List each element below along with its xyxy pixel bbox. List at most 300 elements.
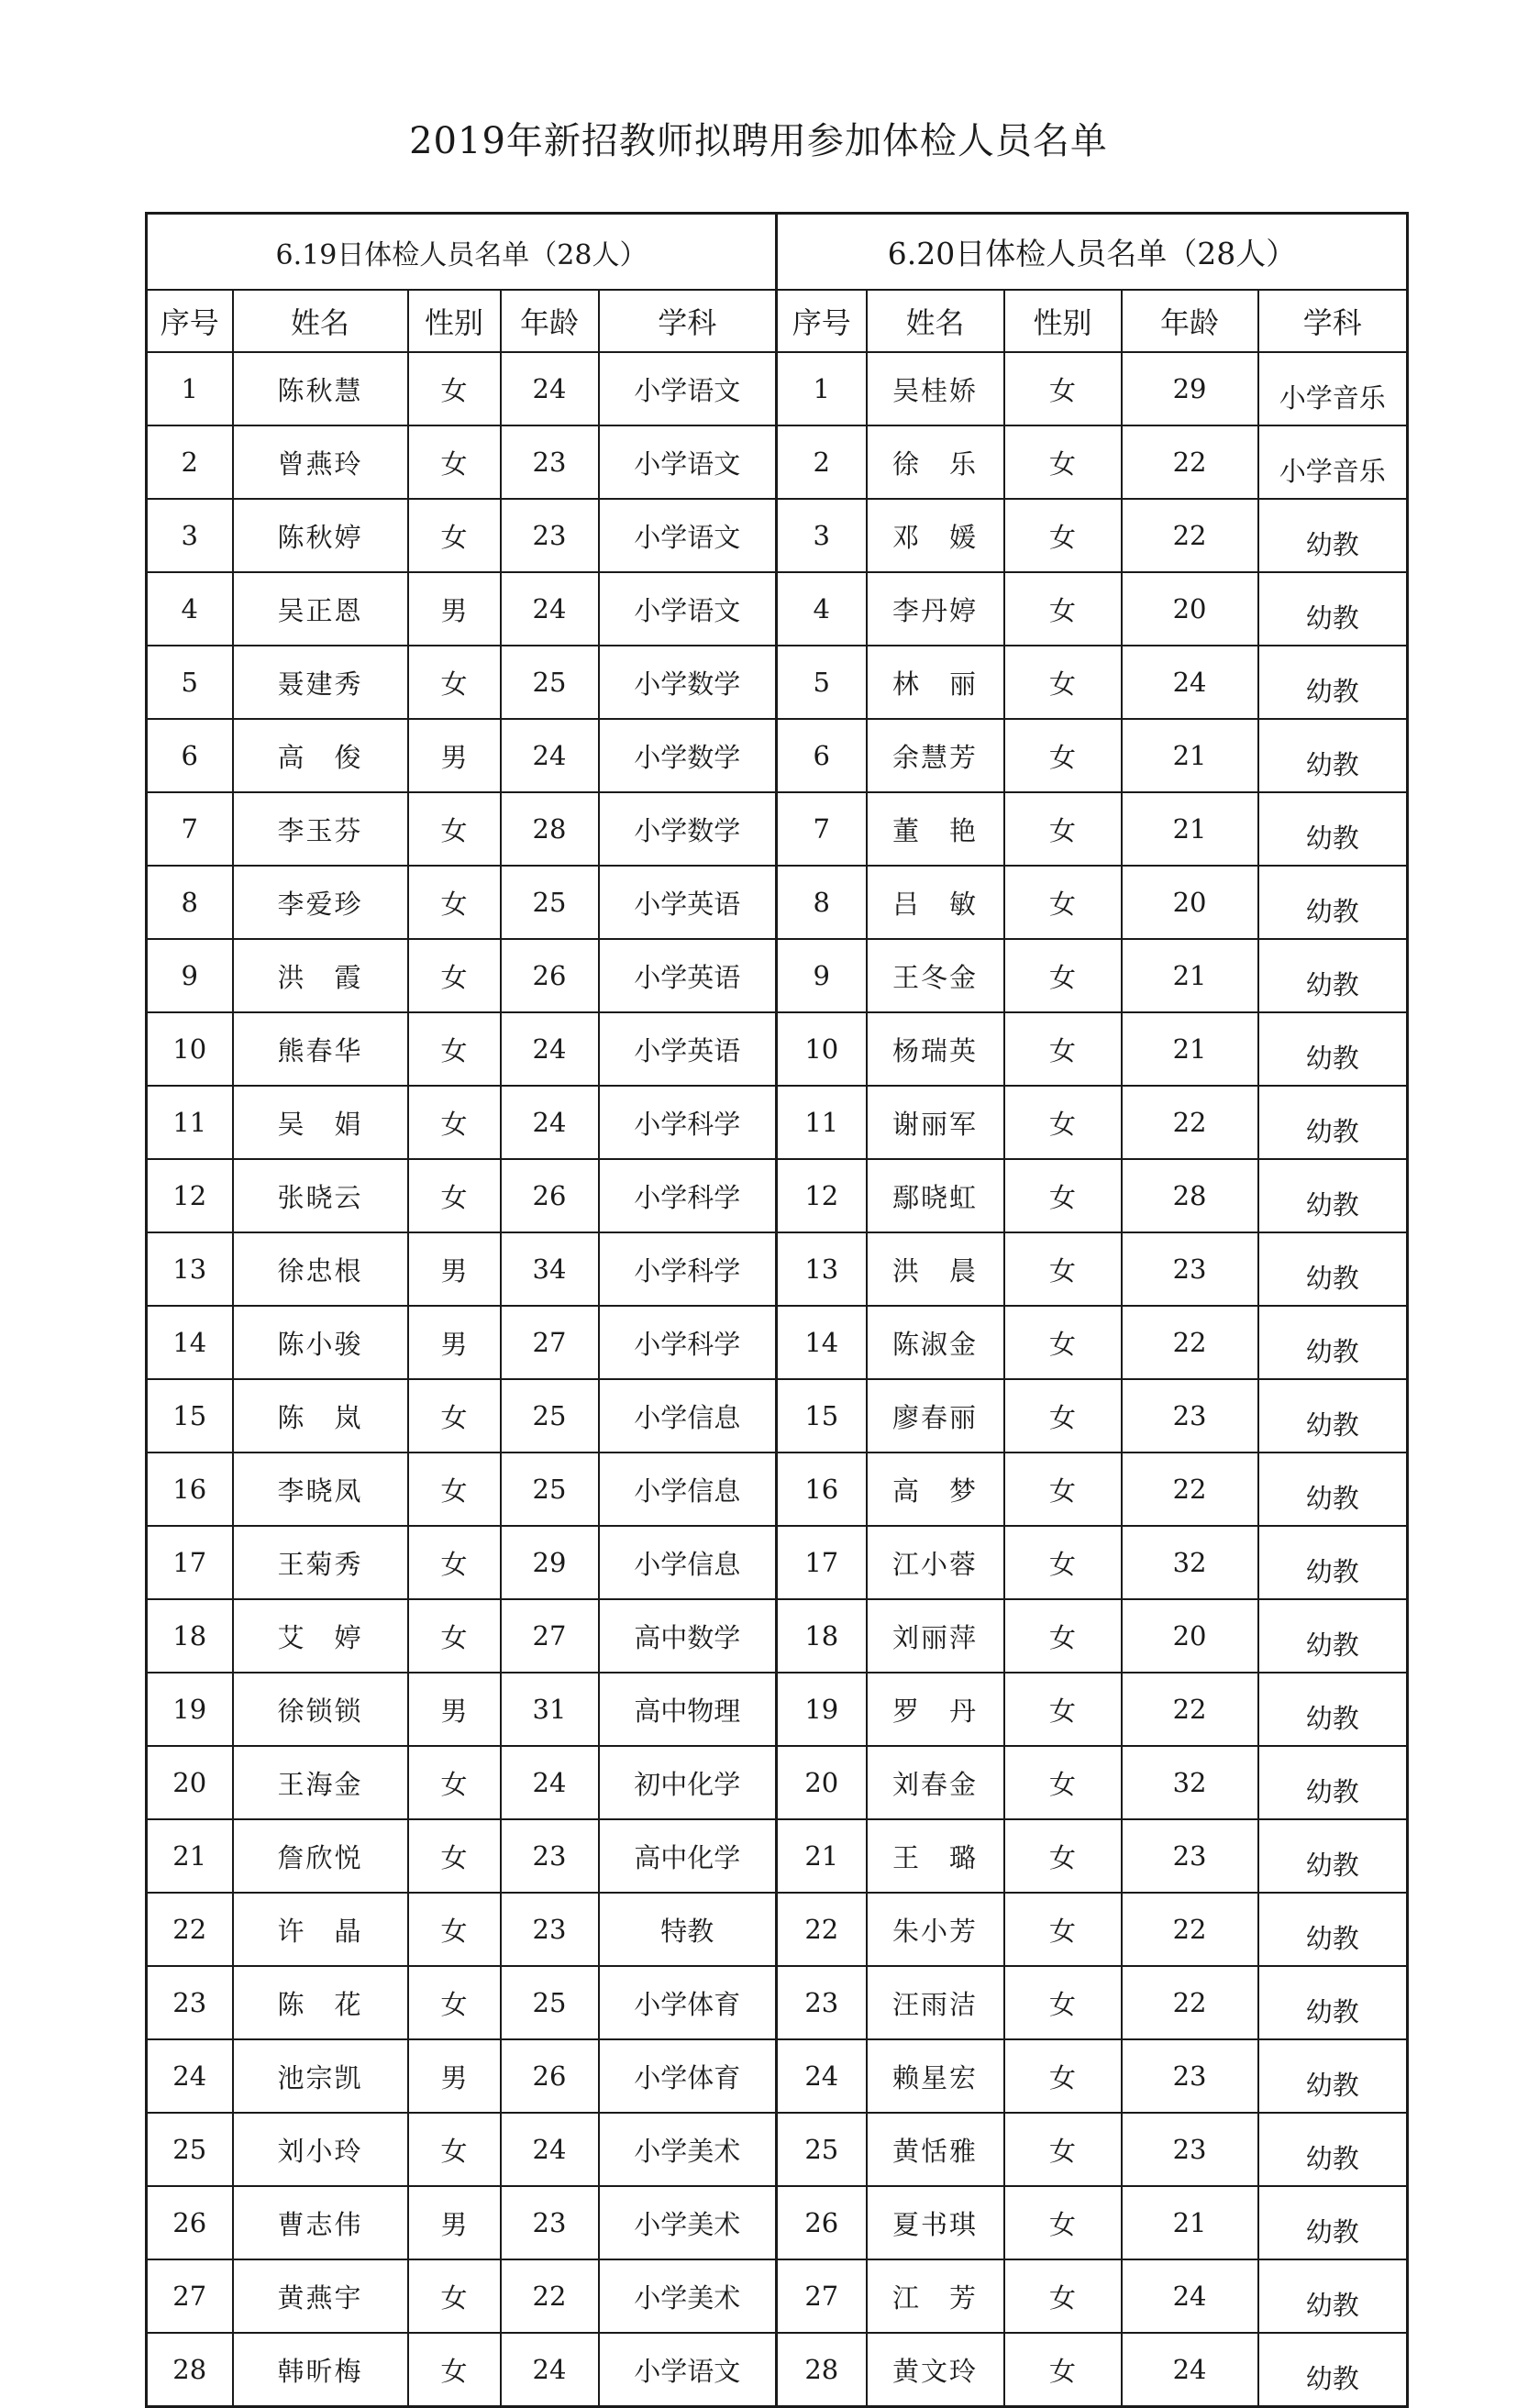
age-cell: 24 [501,1012,599,1086]
subject-cell: 初中化学 [599,1746,777,1819]
age-cell: 21 [1122,2186,1258,2259]
person-name: 杨瑞英 [867,1012,1004,1086]
gender-cell: 女 [1004,2039,1122,2113]
row-number: 19 [777,1673,867,1746]
person-name: 徐 乐 [867,425,1004,499]
gender-cell: 男 [408,572,501,646]
person-name: 徐忠根 [233,1232,408,1306]
table-row [147,2333,1408,2407]
row-number: 12 [777,1159,867,1232]
age-cell: 24 [501,572,599,646]
person-name: 曹志伟 [233,2186,408,2259]
row-number: 21 [147,1819,233,1893]
gender-cell: 女 [1004,572,1122,646]
person-name: 王菊秀 [233,1526,408,1599]
age-cell: 27 [501,1306,599,1379]
column-header: 学科 [599,290,777,352]
subject-cell: 小学信息 [599,1379,777,1453]
row-number: 1 [147,352,233,425]
row-number: 11 [777,1086,867,1159]
age-cell: 22 [501,2259,599,2333]
table-row [147,1599,1408,1673]
subject-cell: 小学美术 [599,2259,777,2333]
age-cell: 28 [501,792,599,866]
age-cell: 22 [1122,1673,1258,1746]
age-cell: 23 [1122,1232,1258,1306]
person-name: 李爱珍 [233,866,408,939]
gender-cell: 女 [1004,2186,1122,2259]
gender-cell: 女 [1004,1012,1122,1086]
table-row [147,1819,1408,1893]
subject-cell: 小学数学 [599,646,777,719]
age-cell: 31 [501,1673,599,1746]
age-cell: 28 [1122,1159,1258,1232]
row-number: 16 [147,1453,233,1526]
gender-cell: 女 [1004,1893,1122,1966]
gender-cell: 男 [408,719,501,792]
table-row [147,499,1408,572]
row-number: 25 [777,2113,867,2186]
row-number: 28 [777,2333,867,2407]
age-cell: 26 [501,939,599,1012]
subject-cell: 小学信息 [599,1526,777,1599]
age-cell: 24 [501,719,599,792]
roster-body [147,352,1408,2407]
gender-cell: 女 [408,939,501,1012]
person-name: 江小蓉 [867,1526,1004,1599]
person-name: 高 俊 [233,719,408,792]
subject-cell: 高中数学 [599,1599,777,1673]
person-name: 吴 娟 [233,1086,408,1159]
person-name: 许 晶 [233,1893,408,1966]
person-name: 刘小玲 [233,2113,408,2186]
table-row [147,1086,1408,1159]
age-cell: 20 [1122,1599,1258,1673]
gender-cell: 女 [408,2333,501,2407]
gender-cell: 女 [1004,866,1122,939]
age-cell: 23 [1122,1379,1258,1453]
row-number: 14 [777,1306,867,1379]
row-number: 5 [777,646,867,719]
age-cell: 25 [501,866,599,939]
gender-cell: 女 [408,1159,501,1232]
subject-cell: 幼教 [1258,1086,1408,1159]
gender-cell: 女 [408,1379,501,1453]
age-cell: 34 [501,1232,599,1306]
table-row [147,352,1408,425]
column-header: 序号 [777,290,867,352]
gender-cell: 女 [408,425,501,499]
row-number: 6 [777,719,867,792]
subject-cell: 幼教 [1258,2333,1408,2407]
row-number: 15 [777,1379,867,1453]
person-name: 李晓凤 [233,1453,408,1526]
table-row [147,1526,1408,1599]
person-name: 陈小骏 [233,1306,408,1379]
subject-cell: 幼教 [1258,1966,1408,2039]
subject-cell: 幼教 [1258,1746,1408,1819]
table-row [147,2113,1408,2186]
group-heading-0619: 6.19日体检人员名单（28人） [147,214,777,291]
subject-cell: 幼教 [1258,1232,1408,1306]
person-name: 曾燕玲 [233,425,408,499]
subject-cell: 幼教 [1258,2113,1408,2186]
column-header: 姓名 [867,290,1004,352]
age-cell: 20 [1122,866,1258,939]
age-cell: 24 [501,352,599,425]
gender-cell: 女 [1004,1966,1122,2039]
person-name: 夏书琪 [867,2186,1004,2259]
subject-cell: 幼教 [1258,719,1408,792]
gender-cell: 女 [1004,792,1122,866]
gender-cell: 女 [1004,1526,1122,1599]
subject-cell: 小学英语 [599,866,777,939]
person-name: 吴桂娇 [867,352,1004,425]
age-cell: 22 [1122,1306,1258,1379]
gender-cell: 男 [408,2039,501,2113]
age-cell: 22 [1122,425,1258,499]
age-cell: 23 [501,1893,599,1966]
person-name: 罗 丹 [867,1673,1004,1746]
table-row [147,1159,1408,1232]
column-header: 性别 [1004,290,1122,352]
row-number: 26 [147,2186,233,2259]
gender-cell: 女 [408,646,501,719]
person-name: 黄燕宇 [233,2259,408,2333]
row-number: 7 [777,792,867,866]
gender-cell: 女 [1004,2113,1122,2186]
gender-cell: 女 [1004,2333,1122,2407]
table-row [147,425,1408,499]
row-number: 11 [147,1086,233,1159]
person-name: 洪 晨 [867,1232,1004,1306]
age-cell: 26 [501,2039,599,2113]
subject-cell: 幼教 [1258,1526,1408,1599]
gender-cell: 女 [1004,1159,1122,1232]
subject-cell: 幼教 [1258,572,1408,646]
row-number: 3 [777,499,867,572]
column-header: 学科 [1258,290,1408,352]
gender-cell: 男 [408,1673,501,1746]
subject-cell: 小学英语 [599,1012,777,1086]
subject-cell: 小学体育 [599,1966,777,2039]
row-number: 3 [147,499,233,572]
subject-cell: 小学科学 [599,1306,777,1379]
row-number: 13 [777,1232,867,1306]
gender-cell: 女 [408,2113,501,2186]
gender-cell: 女 [408,1526,501,1599]
age-cell: 24 [501,2113,599,2186]
person-name: 洪 霞 [233,939,408,1012]
gender-cell: 女 [408,1599,501,1673]
age-cell: 25 [501,1379,599,1453]
gender-cell: 女 [1004,2259,1122,2333]
subject-cell: 小学美术 [599,2113,777,2186]
row-number: 10 [147,1012,233,1086]
person-name: 鄢晓虹 [867,1159,1004,1232]
person-name: 张晓云 [233,1159,408,1232]
gender-cell: 女 [408,499,501,572]
row-number: 18 [777,1599,867,1673]
person-name: 李玉芬 [233,792,408,866]
age-cell: 23 [1122,2039,1258,2113]
row-number: 13 [147,1232,233,1306]
row-number: 27 [147,2259,233,2333]
table-row [147,866,1408,939]
person-name: 陈 岚 [233,1379,408,1453]
column-header: 序号 [147,290,233,352]
person-name: 刘春金 [867,1746,1004,1819]
row-number: 17 [777,1526,867,1599]
person-name: 吴正恩 [233,572,408,646]
row-number: 2 [777,425,867,499]
subject-cell: 幼教 [1258,1306,1408,1379]
table-row [147,2186,1408,2259]
age-cell: 22 [1122,499,1258,572]
gender-cell: 女 [1004,499,1122,572]
row-number: 24 [777,2039,867,2113]
row-number: 23 [777,1966,867,2039]
subject-cell: 幼教 [1258,1379,1408,1453]
table-row [147,1232,1408,1306]
row-number: 26 [777,2186,867,2259]
person-name: 陈淑金 [867,1306,1004,1379]
gender-cell: 男 [408,2186,501,2259]
age-cell: 32 [1122,1746,1258,1819]
person-name: 艾 婷 [233,1599,408,1673]
person-name: 李丹婷 [867,572,1004,646]
column-header: 年龄 [1122,290,1258,352]
age-cell: 23 [1122,1819,1258,1893]
row-number: 1 [777,352,867,425]
age-cell: 25 [501,1453,599,1526]
table-row [147,572,1408,646]
age-cell: 24 [501,1086,599,1159]
person-name: 陈 花 [233,1966,408,2039]
row-number: 7 [147,792,233,866]
table-row [147,1012,1408,1086]
subject-cell: 小学科学 [599,1232,777,1306]
age-cell: 24 [1122,646,1258,719]
row-number: 28 [147,2333,233,2407]
gender-cell: 女 [408,1086,501,1159]
subject-cell: 幼教 [1258,1893,1408,1966]
gender-cell: 女 [1004,1599,1122,1673]
subject-cell: 幼教 [1258,646,1408,719]
column-header: 姓名 [233,290,408,352]
person-name: 徐锁锁 [233,1673,408,1746]
row-number: 14 [147,1306,233,1379]
age-cell: 26 [501,1159,599,1232]
row-number: 27 [777,2259,867,2333]
gender-cell: 女 [1004,1819,1122,1893]
gender-cell: 女 [1004,1232,1122,1306]
gender-cell: 女 [1004,646,1122,719]
row-number: 17 [147,1526,233,1599]
subject-cell: 幼教 [1258,1012,1408,1086]
row-number: 15 [147,1379,233,1453]
table-row [147,719,1408,792]
person-name: 邓 媛 [867,499,1004,572]
person-name: 韩昕梅 [233,2333,408,2407]
subject-cell: 小学科学 [599,1086,777,1159]
row-number: 23 [147,1966,233,2039]
row-number: 24 [147,2039,233,2113]
age-cell: 23 [501,2186,599,2259]
row-number: 21 [777,1819,867,1893]
row-number: 4 [147,572,233,646]
subject-cell: 幼教 [1258,2039,1408,2113]
gender-cell: 男 [408,1306,501,1379]
column-header: 性别 [408,290,501,352]
subject-cell: 高中化学 [599,1819,777,1893]
subject-cell: 小学数学 [599,792,777,866]
subject-cell: 幼教 [1258,1159,1408,1232]
subject-cell: 幼教 [1258,1453,1408,1526]
subject-cell: 小学科学 [599,1159,777,1232]
row-number: 10 [777,1012,867,1086]
page-title: 2019年新招教师拟聘用参加体检人员名单 [409,120,1108,162]
table-row [147,1453,1408,1526]
row-number: 22 [777,1893,867,1966]
table-row [147,1893,1408,1966]
row-number: 16 [777,1453,867,1526]
gender-cell: 女 [408,1893,501,1966]
age-cell: 23 [501,425,599,499]
age-cell: 24 [501,1746,599,1819]
gender-cell: 男 [408,1232,501,1306]
gender-cell: 女 [408,2259,501,2333]
subject-cell: 幼教 [1258,939,1408,1012]
age-cell: 20 [1122,572,1258,646]
age-cell: 21 [1122,1012,1258,1086]
gender-cell: 女 [1004,719,1122,792]
gender-cell: 女 [408,1819,501,1893]
row-number: 9 [147,939,233,1012]
row-number: 12 [147,1159,233,1232]
person-name: 王海金 [233,1746,408,1819]
age-cell: 29 [501,1526,599,1599]
gender-cell: 女 [1004,425,1122,499]
age-cell: 22 [1122,1086,1258,1159]
table-row [147,939,1408,1012]
subject-cell: 小学数学 [599,719,777,792]
person-name: 詹欣悦 [233,1819,408,1893]
subject-cell: 幼教 [1258,792,1408,866]
gender-cell: 女 [1004,1086,1122,1159]
person-name: 林 丽 [867,646,1004,719]
age-cell: 27 [501,1599,599,1673]
person-name: 王 璐 [867,1819,1004,1893]
person-name: 陈秋婷 [233,499,408,572]
age-cell: 22 [1122,1453,1258,1526]
age-cell: 21 [1122,719,1258,792]
age-cell: 29 [1122,352,1258,425]
subject-cell: 幼教 [1258,1819,1408,1893]
group-heading-0620: 6.20日体检人员名单（28人） [777,214,1408,291]
gender-cell: 女 [408,1746,501,1819]
gender-cell: 女 [1004,1306,1122,1379]
age-cell: 32 [1122,1526,1258,1599]
subject-cell: 幼教 [1258,2259,1408,2333]
person-name: 陈秋慧 [233,352,408,425]
table-row [147,1379,1408,1453]
gender-cell: 女 [1004,1379,1122,1453]
table-row [147,2039,1408,2113]
table-row [147,792,1408,866]
age-cell: 21 [1122,939,1258,1012]
subject-cell: 幼教 [1258,866,1408,939]
gender-cell: 女 [1004,939,1122,1012]
row-number: 8 [147,866,233,939]
column-header-row [147,290,1408,352]
gender-cell: 女 [408,1966,501,2039]
row-number: 9 [777,939,867,1012]
gender-cell: 女 [408,1012,501,1086]
row-number: 25 [147,2113,233,2186]
age-cell: 23 [501,1819,599,1893]
person-name: 江 芳 [867,2259,1004,2333]
person-name: 朱小芳 [867,1893,1004,1966]
age-cell: 24 [501,2333,599,2407]
person-name: 吕 敏 [867,866,1004,939]
subject-cell: 小学音乐 [1258,425,1408,499]
roster-table [145,212,1409,2408]
row-number: 2 [147,425,233,499]
gender-cell: 女 [408,792,501,866]
person-name: 黄恬雅 [867,2113,1004,2186]
person-name: 刘丽萍 [867,1599,1004,1673]
age-cell: 24 [1122,2333,1258,2407]
row-number: 22 [147,1893,233,1966]
subject-cell: 特教 [599,1893,777,1966]
subject-cell: 小学语文 [599,2333,777,2407]
age-cell: 23 [501,499,599,572]
row-number: 20 [147,1746,233,1819]
subject-cell: 小学语文 [599,352,777,425]
column-header: 年龄 [501,290,599,352]
subject-cell: 幼教 [1258,2186,1408,2259]
gender-cell: 女 [408,1453,501,1526]
table-row [147,1306,1408,1379]
person-name: 董 艳 [867,792,1004,866]
row-number: 6 [147,719,233,792]
subject-cell: 小学英语 [599,939,777,1012]
subject-cell: 幼教 [1258,499,1408,572]
row-number: 5 [147,646,233,719]
row-number: 8 [777,866,867,939]
age-cell: 21 [1122,792,1258,866]
subject-cell: 小学语文 [599,499,777,572]
subject-cell: 高中物理 [599,1673,777,1746]
gender-cell: 女 [1004,1673,1122,1746]
subject-cell: 小学音乐 [1258,352,1408,425]
row-number: 19 [147,1673,233,1746]
person-name: 高 梦 [867,1453,1004,1526]
age-cell: 22 [1122,1893,1258,1966]
table-row [147,1746,1408,1819]
gender-cell: 女 [1004,352,1122,425]
person-name: 王冬金 [867,939,1004,1012]
subject-cell: 小学美术 [599,2186,777,2259]
subject-cell: 幼教 [1258,1673,1408,1746]
person-name: 汪雨洁 [867,1966,1004,2039]
person-name: 黄文玲 [867,2333,1004,2407]
table-row [147,1966,1408,2039]
row-number: 18 [147,1599,233,1673]
subject-cell: 小学语文 [599,425,777,499]
age-cell: 25 [501,646,599,719]
